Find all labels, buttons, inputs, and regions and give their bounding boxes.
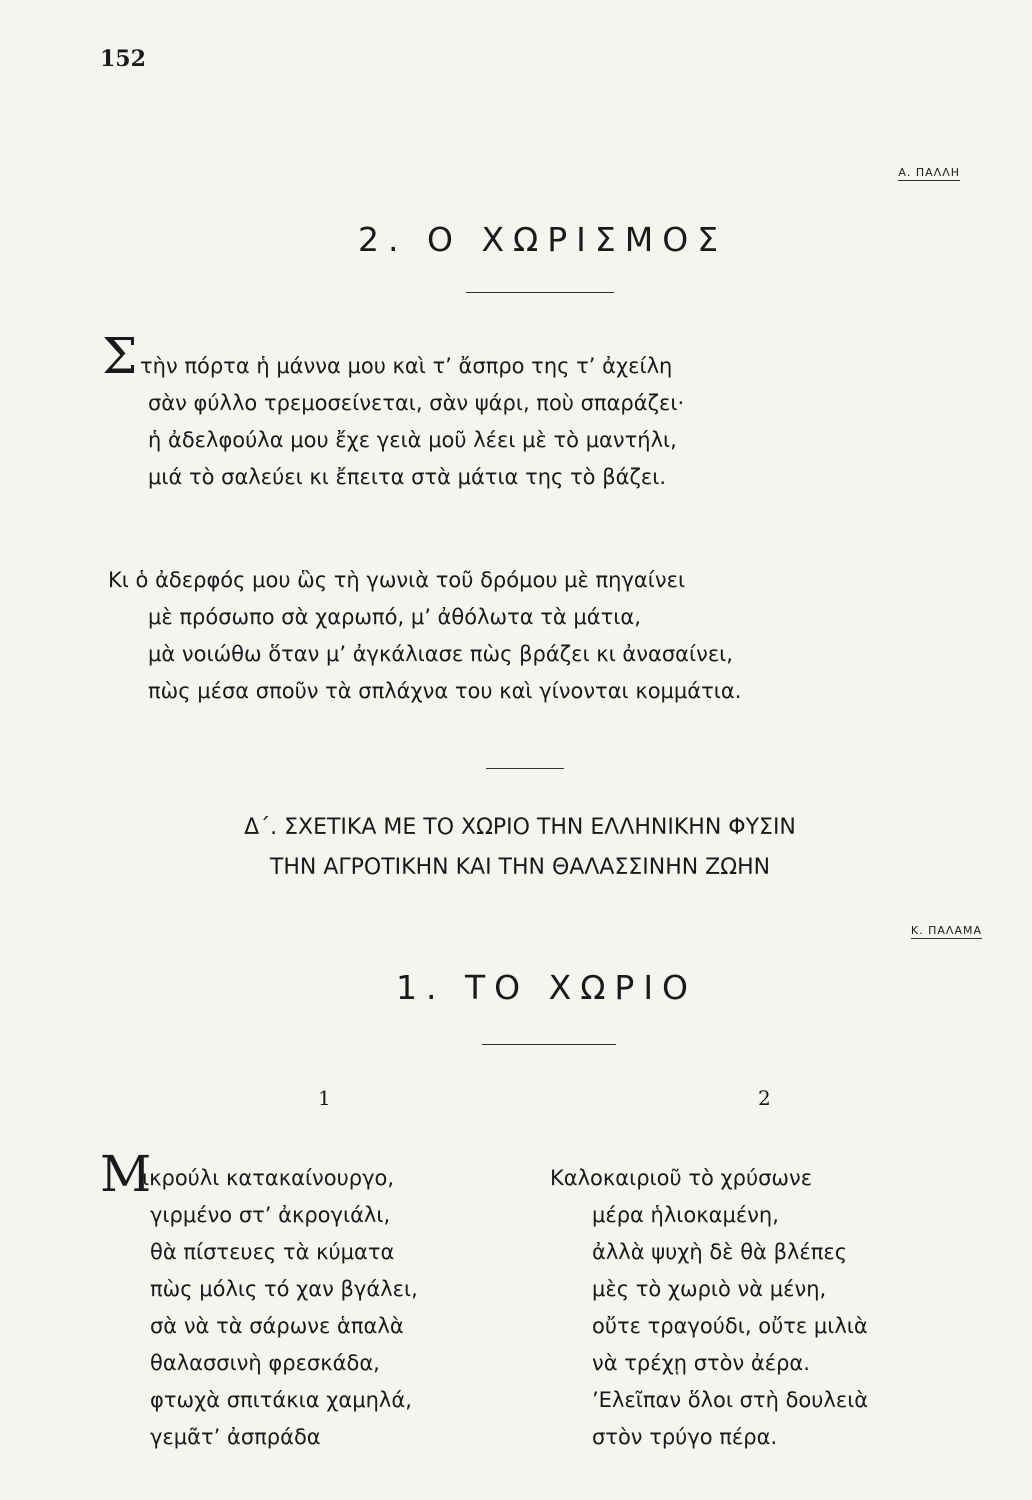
title-rule (482, 1044, 616, 1045)
verse-line: μέρα ἡλιοκαμένη, (592, 1203, 779, 1227)
section-rule (486, 768, 564, 769)
verse-line: Κι ὁ ἀδερφός μου ὣς τὴ γωνιὰ τοῦ δρόμου μὲ πηγαίνει (108, 568, 686, 592)
stanza1-dropcap: Σ (102, 327, 138, 385)
verse-line: μιά τὸ σαλεύει κι ἔπειτα στὰ μάτια της τὸ βάζει. (148, 465, 666, 489)
verse-line: μὲς τὸ χωριὸ νὰ μένη, (592, 1277, 827, 1301)
verse-line: γιρμένο στ’ ἀκρογιάλι, (150, 1203, 391, 1227)
verse-line: νὰ τρέχῃ στὸν ἀέρα. (592, 1351, 810, 1375)
verse-line: θαλασσινὴ φρεσκάδα, (150, 1351, 380, 1375)
poem1-author: Α. ΠΑΛΛΗ (898, 166, 960, 179)
col2-number: 2 (758, 1086, 771, 1110)
section-heading-line2: ΤΗΝ ΑΓΡΟΤΙΚΗΝ ΚΑΙ ΤΗΝ ΘΑΛΑΣΣΙΝΗΝ ΖΩΗΝ (269, 855, 771, 880)
col1-number: 1 (318, 1086, 331, 1110)
col1-dropcap: Μ (100, 1145, 152, 1203)
verse-line: Καλοκαιριοῦ τὸ χρύσωνε (550, 1166, 813, 1190)
verse-line: ἡ ἀδελφούλα μου ἔχε γειὰ μοῦ λέει μὲ τὸ μαντήλι, (148, 428, 677, 452)
poem1-stanza2 (108, 562, 741, 710)
verse-line: πὼς μέσα σποῦν τὰ σπλάχνα του καὶ γίνονται κομμάτια. (148, 679, 742, 703)
poem2-col2 (550, 1160, 868, 1456)
verse-line: ικρούλι κατακαίνουργο, (142, 1166, 395, 1190)
poem2-author: Κ. ΠΑΛΑΜΑ (910, 924, 982, 937)
verse-line: στὸν τρύγο πέρα. (592, 1425, 778, 1449)
poem2-col1 (142, 1160, 418, 1456)
verse-line: μὲ πρόσωπο σὰ χαρωπό, μ’ ἀθόλωτα τὰ μάτια, (148, 605, 641, 629)
poem1-title: 2. Ο ΧΩΡΙΣΜΟΣ (358, 220, 728, 259)
poem2-title: 1. ΤΟ ΧΩΡΙΟ (396, 968, 698, 1007)
verse-line: ’Ελεῖπαν ὅλοι στὴ δουλειὰ (592, 1388, 869, 1412)
page-number: 152 (100, 46, 146, 72)
verse-line: μὰ νοιώθω ὅταν μ’ ἀγκάλιασε πὼς βράζει κι ἀνασαίνει, (148, 642, 733, 666)
section-heading-line1: Δ΄. ΣΧΕΤΙΚΑ ΜΕ ΤΟ ΧΩΡΙΟ ΤΗΝ ΕΛΛΗΝΙΚΗΝ ΦΥΣΙΝ (244, 815, 796, 840)
poem1-stanza1 (136, 348, 684, 496)
verse-line: σὰν φύλλο τρεμοσείνεται, σὰν ψάρι, ποὺ σπαράζει· (148, 391, 685, 415)
verse-line: φτωχὰ σπιτάκια χαμηλά, (150, 1388, 412, 1412)
verse-line: οὔτε τραγούδι, οὔτε μιλιὰ (592, 1314, 868, 1338)
title-rule (466, 292, 614, 293)
verse-line: ἀλλὰ ψυχὴ δὲ θὰ βλέπες (592, 1240, 848, 1264)
verse-line: θὰ πίστευες τὰ κύματα (150, 1240, 395, 1264)
section-heading (100, 808, 940, 888)
verse-line: σὰ νὰ τὰ σάρωνε ἁπαλὰ (150, 1314, 404, 1338)
verse-line: πὼς μόλις τό χαν βγάλει, (150, 1277, 418, 1301)
verse-line: γεμᾶτ’ ἀσπράδα (150, 1425, 321, 1449)
verse-line: τὴν πόρτα ἡ μάννα μου καὶ τ’ ἄσπρο της τ’ ἀχείλη (140, 354, 673, 378)
